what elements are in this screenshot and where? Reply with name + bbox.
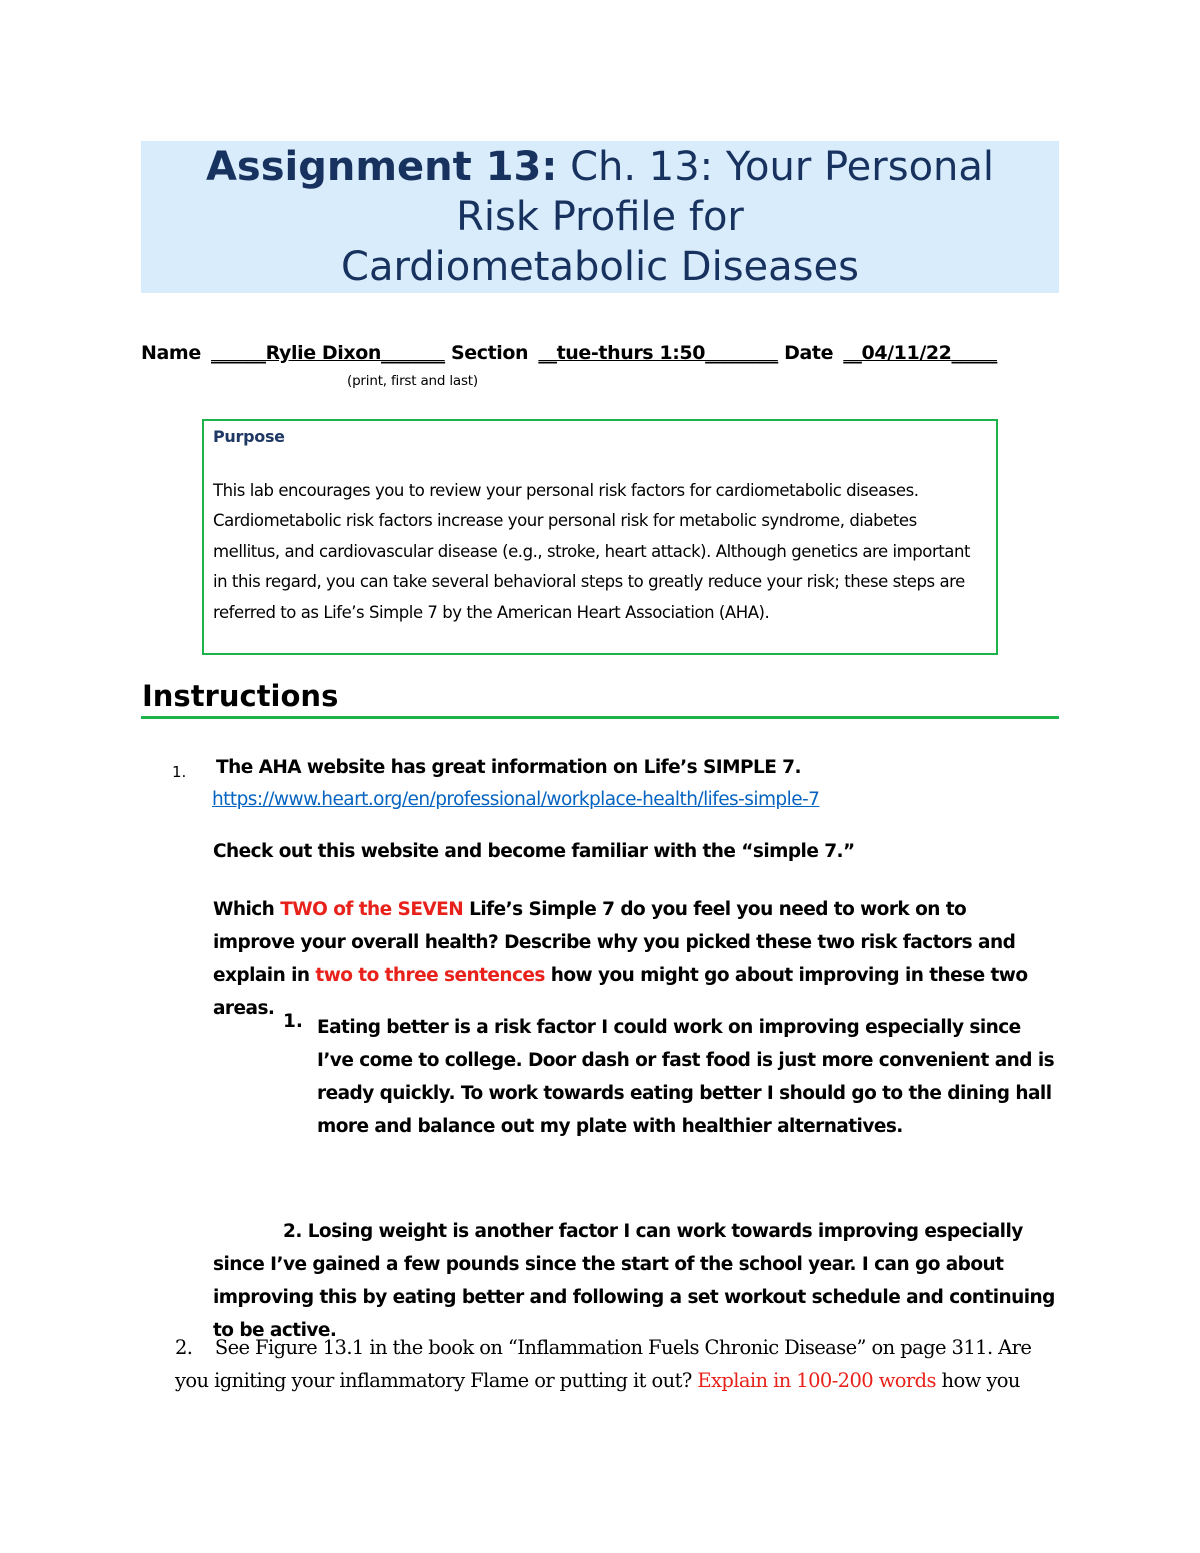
title-line-3: Cardiometabolic Diseases [341, 244, 859, 290]
item-1-title: The AHA website has great information on Life’s SIMPLE 7. [216, 757, 801, 778]
checkout-text: Check out this website and become familiar with the “simple 7.” [213, 841, 855, 862]
which-question [213, 893, 1053, 1025]
student-info-row [141, 342, 1061, 364]
title-banner [141, 141, 1059, 293]
answer-1-number: 1. [283, 1011, 303, 1032]
title-rest: Ch. 13: Your Personal [557, 144, 995, 190]
instructions-heading: Instructions [142, 679, 339, 713]
item-2-text-2: how you [935, 1369, 1020, 1392]
title-bold: Assignment 13: [205, 144, 558, 190]
answer-1: Eating better is a risk factor I could work on improving especially since I’ve come to college. Door dash or fast food is just more convenient and is ready quickly. To work towards eating better I should go to the dining hall more and balance out my plate with healthier alternatives. [317, 1017, 1055, 1137]
item-2-number: 2. [175, 1336, 193, 1359]
purpose-box [202, 419, 998, 655]
title-line-1 [141, 142, 1059, 192]
answer-2: 2. Losing weight is another factor I can work towards improving especially since I’ve gained a few pounds since the start of the school year. I can go about improving this by eating better and following a set workout schedule and continuing to be active. [213, 1221, 1055, 1341]
heading-divider [141, 716, 1059, 719]
item-2-text-1: See Figure 13.1 in the book on “Inflammation Fuels Chronic Disease” on page 311. Are you igniting your inflammatory Flame or putting it out? [175, 1336, 1032, 1392]
section-label: Section [450, 342, 529, 364]
which-highlight-2: two to three sentences [315, 965, 545, 986]
item-2-question [175, 1331, 1055, 1397]
date-label: Date [784, 342, 834, 364]
which-highlight-1: TWO of the SEVEN [280, 899, 464, 920]
name-label: Name [141, 342, 201, 364]
item-2-highlight: Explain in 100-200 words [697, 1369, 936, 1392]
item-1-number: 1. [172, 763, 187, 781]
name-value[interactable]: ______Rylie Dixon_______ [211, 342, 445, 364]
purpose-title: Purpose [213, 427, 285, 446]
title-line-2: Risk Profile for [456, 194, 744, 240]
which-text-1: Which [213, 899, 281, 920]
aha-link[interactable]: https://www.heart.org/en/professional/workplace-health/lifes-simple-7 [212, 789, 820, 810]
date-value[interactable]: __04/11/22_____ [843, 342, 997, 364]
which-text-2: Life’s Simple 7 do you feel you need to work on to improve your overall health? Describe why you picked these two risk factors and explain in [213, 899, 1016, 986]
which-text-3: how you might go about improving in these two areas. [213, 965, 1028, 1019]
print-note: (print, first and last) [347, 373, 478, 389]
section-value[interactable]: __tue-thurs 1:50________ [538, 342, 778, 364]
purpose-text: This lab encourages you to review your personal risk factors for cardiometabolic diseases. Cardiometabolic risk factors increase your personal risk for metabolic syndrome, diabetes mellitus, and cardiovascular disease (e.g., stroke, heart attack). Although genetics are important in this regard, you can take several behavioral steps to greatly reduce your risk; these steps are referred to as Life’s Simple 7 by the American Heart Association (AHA). [213, 481, 970, 622]
